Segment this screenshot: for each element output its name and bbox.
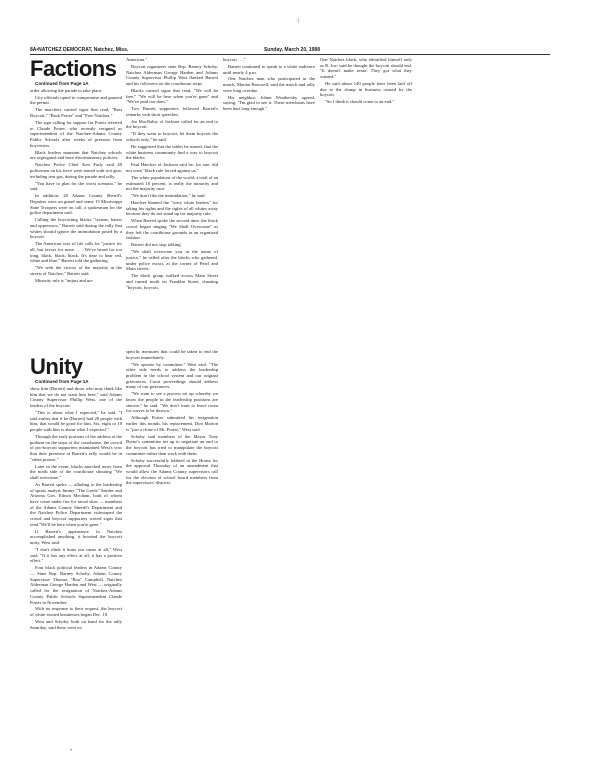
factions-continued-line: Continued from Page 1A bbox=[35, 81, 89, 86]
article-paragraph: One Natchez man who participated in the march, Marion Braswell, said the march and rally were long overdue. bbox=[223, 76, 315, 93]
article-paragraph: The marchers carried signs that read, "Bust Boycott," "Back Porter" and "Free Natchez." bbox=[30, 107, 122, 119]
article-paragraph: "We operate by committee," West said. "The other side needs to address the leadership problem in the school system and our original grievances. Court proceedings should address many of our grievances. bbox=[126, 361, 218, 390]
unity-continued-line: Continued from Page 1A bbox=[35, 379, 89, 384]
article-paragraph: The white population of the world, a total of an estimated 10 percent, is really the minority and not the majority race. bbox=[126, 174, 219, 192]
article-paragraph: If Barrett's appearance in Natchez accomplished anything, it boosted the boycott unity, West said. bbox=[30, 528, 122, 546]
article-paragraph: Later in the event, blacks marched away from the north side of the courthouse shouting "We shall overcome." bbox=[30, 463, 122, 480]
article-paragraph: "We seek the victory of the majority in the streets of Natchez," Barrett said. bbox=[30, 265, 122, 276]
article-paragraph: "This is about what I expected," he said. "I said earlier that if he (Barrett) had 20 people with him, that would be good for him. Six, eight or 10 people with him is about what I expected." bbox=[30, 409, 122, 432]
article-paragraph: Schoby successfully lobbied in the House for the approval Thursday of an amendment that would allow the Adams County supervisors call for the election of school board members from the supervisors' districts. bbox=[126, 457, 218, 486]
article-paragraph: His neighbor, Johnn Weathersby agreed, saying, "I'm glad to see it. These merchants have been hurt long enough." bbox=[223, 94, 315, 112]
article-paragraph: specific measures that could be taken to end the boycott immediately. bbox=[126, 349, 218, 360]
article-paragraph: The American way of life calls for "justice for all, but favors for none. . . . We've heard for too long, black, black, black. It's time to hear red, white and blue," Barrett told the gathering. bbox=[30, 241, 122, 264]
article-paragraph: boycott . . ." bbox=[223, 57, 246, 62]
article-paragraph: American." bbox=[126, 57, 148, 62]
article-paragraph: Although Porter submitted his resignation earlier this month, his replacement, Don Marion is "just a clone of Mr. Porter," West said. bbox=[126, 415, 218, 432]
print-mark: • bbox=[70, 748, 73, 754]
unity-column-1-body bbox=[30, 386, 122, 631]
article-paragraph: order allowing the parade to take place. bbox=[30, 87, 103, 93]
article-paragraph: "You have to plan for the worst scenario," he said. bbox=[30, 180, 122, 192]
article-paragraph: The sign calling for support for Porter referred to Claude Porter, who recently resigned as superintendent of the Natchez-Adams County Public Schools after weeks of pressure from boycotters. bbox=[30, 119, 122, 148]
unity-column-1 bbox=[30, 355, 122, 632]
factions-column-1 bbox=[30, 57, 122, 285]
article-paragraph: Through the early portions of the address at the podium on the steps of the courthouse, the crowd of pro-boycott supporters maintained West's vow that their presence at Barrett's rally would be in "silent protest." bbox=[30, 433, 123, 462]
article-paragraph: Barrett continued to speak to a white audience until nearly 4 p.m. bbox=[223, 63, 315, 75]
header-rule bbox=[30, 54, 550, 55]
factions-headline: Factions bbox=[30, 56, 117, 81]
article-paragraph: Paul Haecker of Jackson said he, for one, did not want "black rule forced against us." bbox=[126, 162, 218, 173]
factions-column-2-body bbox=[126, 57, 218, 290]
article-paragraph: Boycott organizers state Rep. Barney Schoby, Natchez Alderman George Harden and Adams County Supervisor Phillip West flanked Barrett and his followers on the courthouse steps. bbox=[126, 63, 218, 86]
unity-column-2 bbox=[126, 349, 218, 487]
header-date: Sunday, March 20, 1988 bbox=[263, 47, 320, 53]
article-paragraph: Two Barrett supporters followed Barrett's remarks with short speeches. bbox=[126, 106, 218, 117]
factions-column-1-body bbox=[30, 88, 122, 284]
factions-column-2 bbox=[126, 57, 218, 292]
article-paragraph: "We don't like the intimidation," he said. bbox=[131, 193, 206, 199]
article-paragraph: Joe MacNabty of Jackson called for an end to the boycott. bbox=[126, 118, 218, 130]
article-paragraph: Four black political leaders in Adams County — State Rep. Barney Schoby, Adams County Supervisor Thomas "Boo" Campbell, Natchez Alderman George Harden and West — originally called for the resignation of Natchez-Adams County Public Schools Superintendent Claude Porter in November. bbox=[30, 565, 122, 605]
header-section: 8A•NATCHEZ DEMOCRAT, Natchez, Miss. bbox=[30, 47, 129, 53]
article-paragraph: "We shall overcome you in the name of justice," he called after the blacks who gathered, under police escort, at the corner of Pearl and Main streets. bbox=[126, 249, 218, 272]
article-paragraph: Black leaders maintain that Natchez schools are segregated and have discriminatory policies. bbox=[30, 149, 122, 161]
article-paragraph: "If they want to boycott, let them boycott the schools only," he said. bbox=[126, 131, 218, 143]
article-paragraph: The black group walked across Main Street and turned north on Franklin Street, chanting "boycott, boycott, bbox=[126, 273, 218, 290]
print-mark: ·| bbox=[296, 18, 300, 24]
unity-headline: Unity bbox=[30, 354, 83, 379]
article-paragraph: West and Schoby, both on hand for the rally Saturday, said there were no bbox=[30, 619, 122, 630]
article-paragraph: With no response to their request, the boycott of white-owned businesses began Dec. 10. bbox=[30, 606, 122, 618]
page-header bbox=[30, 47, 320, 53]
article-paragraph: "We want to see a process set up whereby we know the people in the leadership positions are sincere," he said. "We don't want to leave room for curves to be thrown." bbox=[126, 391, 218, 414]
article-paragraph: "I don't think it hurts our cause at all," West said. "If it has any effect at all, it has a positive effect." bbox=[30, 547, 122, 564]
factions-column-3 bbox=[223, 57, 315, 113]
article-paragraph: He suggested that the tables be turned, that the white business community find a way to boycott the blacks. bbox=[126, 143, 218, 161]
article-paragraph: Calling the boycotting blacks "tyrants, haters and oppressors," Barrett said during the rally that whites should ignore the intimidation posed by a boycott. bbox=[30, 217, 122, 240]
factions-column-4 bbox=[320, 57, 412, 106]
article-paragraph: show him (Barrett) and those who may think like him that we do not want him here," said Adams County Supervisor Phillip West, one of the leaders of the boycott. bbox=[30, 385, 122, 408]
article-paragraph: Natchez Police Chief Ken Farly said 40 policemen on his force were armed with riot gear, including tear gas, during the parade and rally. bbox=[30, 162, 122, 179]
article-paragraph: Minority rule is "unjust and un- bbox=[35, 277, 94, 283]
article-paragraph: Schoby said members of the Mayor Tony Byrne's committee set up to negotiate an end to the boycott has tried to manipulate the boycott committee rather than work with them. bbox=[126, 433, 218, 456]
article-paragraph: Haecker blamed the "sorry white leaders" for taking his rights and the rights of all whites away because they do not stand up for majority rule. bbox=[126, 200, 218, 217]
factions-column-4-body bbox=[320, 57, 412, 105]
factions-column-3-body bbox=[223, 57, 315, 112]
article-paragraph: City officials opted to compromise and granted the permit. bbox=[30, 94, 122, 106]
article-paragraph: He said about 140 people have been laid off due to the slump in business caused by the boycott. bbox=[320, 81, 412, 98]
article-paragraph: In addition, 20 Adams County Sheriff's Deputies were on guard and some 15 Mississippi State Troopers were on call, a spokesman for the police department said. bbox=[30, 193, 122, 216]
article-paragraph: As Barrett spoke — alluding to the leadership of sports analyst Jimmy "The Greek" Snyder and Arizona Gov. Edwin Mecham, both of whom have come under fire for racial slurs — members of the Adams County Sheriff's Department and the Natchez Police Department videotaped the crowd and boycott supporters waved signs that read "We'll be here when you're gone." bbox=[30, 481, 122, 527]
article-paragraph: Blacks carried signs that read, "We will be free," "We will be here when you're gone" and "We've paid our dues." bbox=[126, 87, 218, 105]
unity-column-2-body bbox=[126, 349, 218, 486]
article-paragraph: "So I think it should come to an end." bbox=[325, 99, 395, 105]
article-paragraph: Barrett did not stop talking. bbox=[131, 242, 182, 248]
article-paragraph: One Natchez black, who identified himself only as R. Joe, said he thought the boycott should end. "It doesn't make sense. They got what they wanted." bbox=[320, 57, 412, 80]
article-paragraph: When Barrett spoke the second time, the black crowd began singing "We Shall Overcome" as they left the courthouse grounds in an organized fashion. bbox=[126, 218, 218, 241]
